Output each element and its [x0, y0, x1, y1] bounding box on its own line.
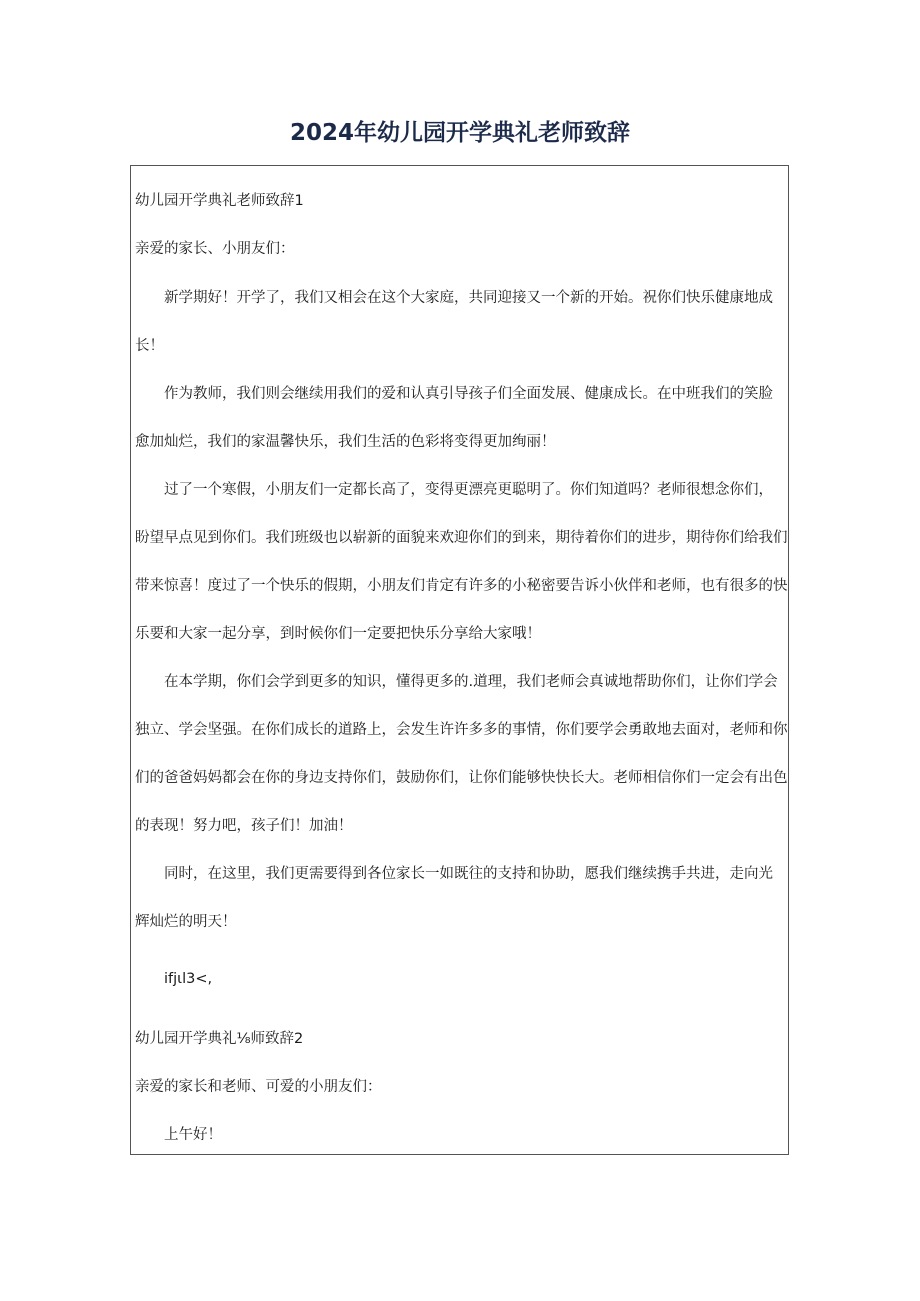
paragraph-line: 盼望早点见到你们。我们班级也以崭新的面貌来欢迎你们的到来，期待着你们的进步，期待你们给我们	[135, 530, 788, 546]
paragraph-line: 过了一个寒假，小朋友们一定都长高了，变得更漂亮更聪明了。你们知道吗？老师很想念你们，	[164, 482, 773, 498]
paragraph-line: 辉灿烂的明天！	[135, 914, 237, 930]
garbled-text: ifjιl3<,	[164, 971, 213, 987]
paragraph-line: 们的爸爸妈妈都会在你的身边支持你们，鼓励你们，让你们能够快快长大。老师相信你们一定会有出色	[135, 770, 788, 786]
paragraph-line: 作为教师，我们则会继续用我们的爱和认真引导孩子们全面发展、健康成长。在中班我们的笑脸	[164, 386, 773, 402]
paragraph-line: 乐要和大家一起分享，到时候你们一定要把快乐分享给大家哦！	[135, 626, 541, 642]
content-box	[130, 165, 789, 1155]
greeting: 上午好！	[164, 1127, 222, 1143]
paragraph-line: 愈加灿烂，我们的家温馨快乐，我们生活的色彩将变得更加绚丽！	[135, 434, 556, 450]
salutation: 亲爱的家长和老师、可爱的小朋友们：	[135, 1079, 382, 1095]
paragraph-line: 新学期好！开学了，我们又相会在这个大家庭，共同迎接又一个新的开始。祝你们快乐健康地成	[164, 290, 773, 306]
section-heading: 幼儿园开学典礼⅛师致辞2	[135, 1031, 304, 1047]
paragraph-line: 长！	[135, 338, 164, 354]
document-title: 2024年幼儿园开学典礼老师致辞	[289, 120, 630, 146]
paragraph-line: 带来惊喜！度过了一个快乐的假期，小朋友们肯定有许多的小秘密要告诉小伙伴和老师，也有很多的快	[135, 578, 788, 594]
paragraph-line: 独立、学会坚强。在你们成长的道路上，会发生许许多多的事情，你们要学会勇敢地去面对，老师和你	[135, 722, 788, 738]
paragraph-line: 在本学期，你们会学到更多的知识，懂得更多的.道理，我们老师会真诚地帮助你们，让你们学会	[164, 674, 778, 690]
section-heading: 幼儿园开学典礼老师致辞1	[135, 193, 304, 209]
paragraph-line: 的表现！努力吧，孩子们！加油！	[135, 818, 353, 834]
paragraph-line: 同时，在这里，我们更需要得到各位家长一如既往的支持和协助，愿我们继续携手共进，走向光	[164, 866, 773, 882]
salutation: 亲爱的家长、小朋友们：	[135, 241, 295, 257]
